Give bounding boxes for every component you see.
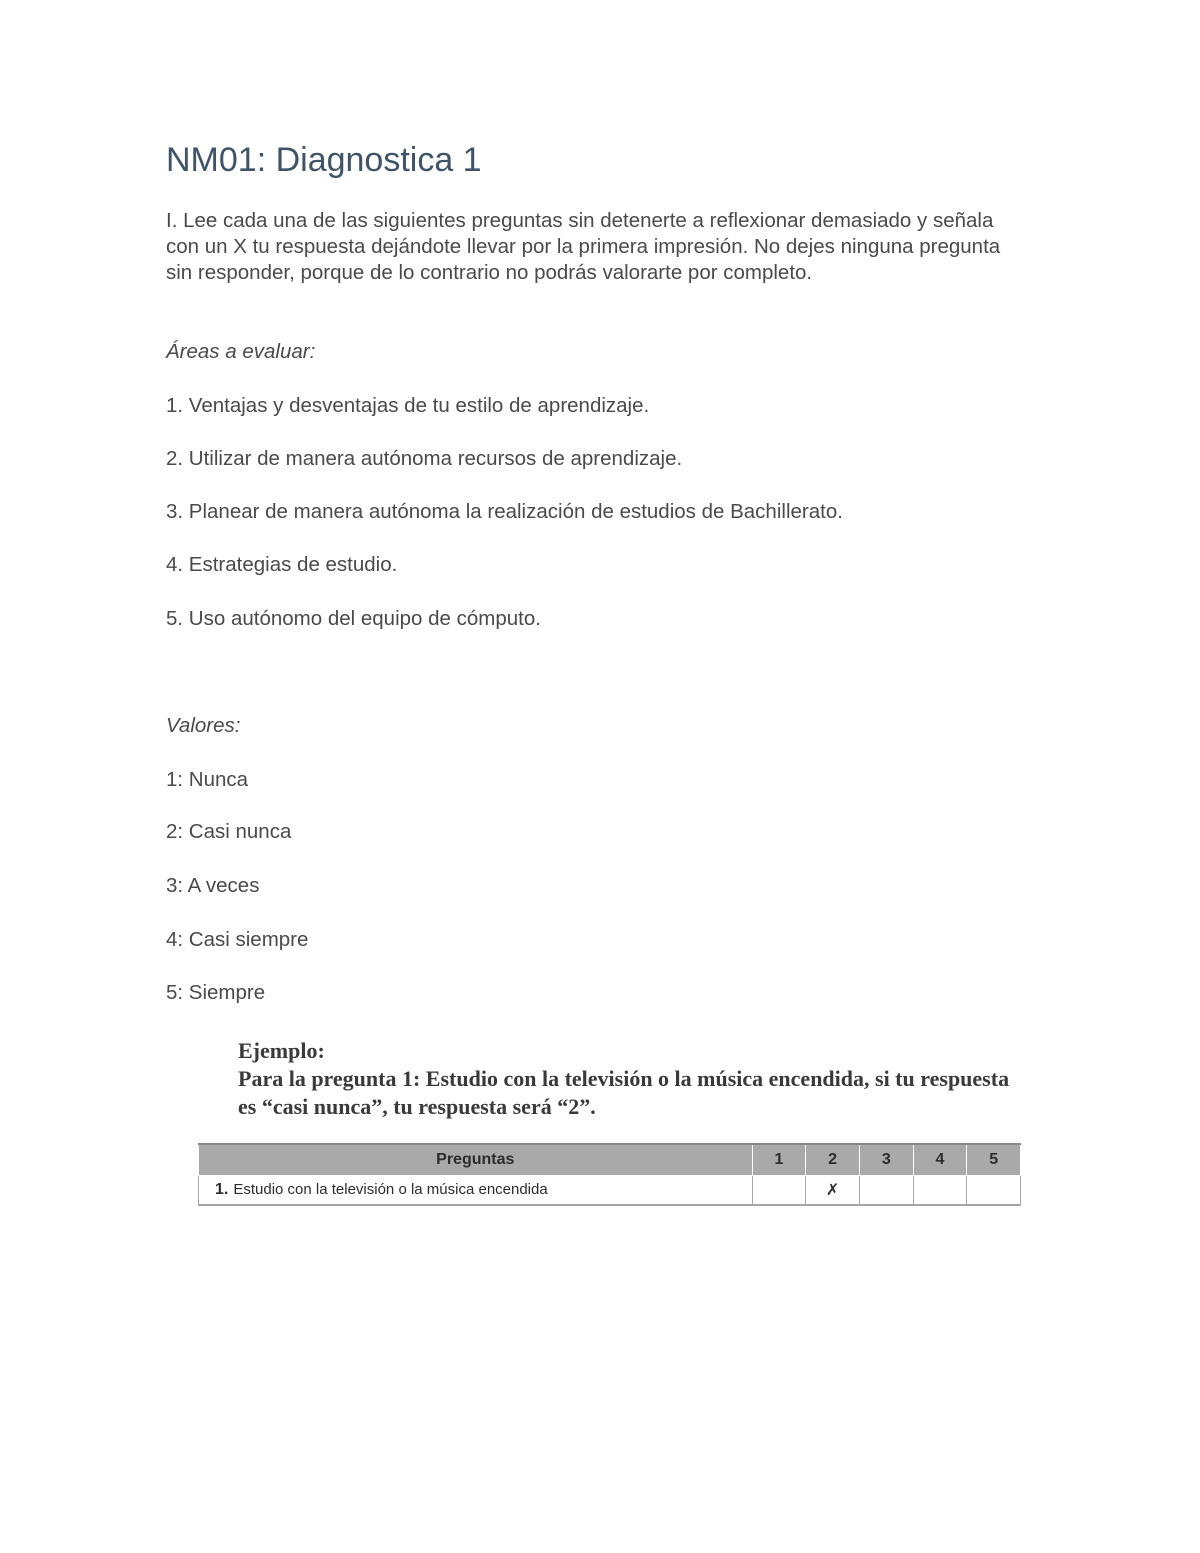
area-item: 3. Planear de manera autónoma la realización de estudios de Bachillerato. <box>166 500 843 523</box>
area-item: 1. Ventajas y desventajas de tu estilo de aprendizaje. <box>166 394 650 417</box>
header-value-4: 4 <box>913 1144 967 1176</box>
question-number: 1. <box>215 1181 229 1198</box>
values-heading: Valores: <box>166 714 241 737</box>
answer-cell-3[interactable] <box>859 1176 913 1206</box>
area-item: 5. Uso autónomo del equipo de cómputo. <box>166 607 541 630</box>
question-text: Estudio con la televisión o la música encendida <box>233 1181 548 1198</box>
header-value-1: 1 <box>752 1144 806 1176</box>
answer-cell-1[interactable] <box>752 1176 806 1206</box>
example-block <box>238 1037 1028 1121</box>
page-title: NM01: Diagnostica 1 <box>166 141 482 179</box>
header-value-3: 3 <box>859 1144 913 1176</box>
question-cell <box>199 1176 753 1206</box>
table-header-row <box>199 1144 1021 1176</box>
value-item: 5: Siempre <box>166 981 266 1004</box>
intro-paragraph: I. Lee cada una de las siguientes preguntas sin detenerte a reflexionar demasiado y señala con un X tu respuesta dejándote llevar por la primera impresión. No dejes ninguna pregunta sin responder, porque de lo contrario no podrás valorarte por completo. <box>166 209 1001 284</box>
value-item: 3: A veces <box>166 874 260 897</box>
answer-cell-4[interactable] <box>913 1176 967 1206</box>
answer-cell-5[interactable] <box>967 1176 1021 1206</box>
header-value-2: 2 <box>806 1144 860 1176</box>
example-title: Ejemplo: <box>238 1038 325 1063</box>
answer-cell-2[interactable] <box>806 1176 860 1206</box>
example-table <box>198 1143 1021 1206</box>
header-preguntas: Preguntas <box>199 1144 753 1176</box>
value-item: 4: Casi siempre <box>166 928 309 951</box>
areas-heading: Áreas a evaluar: <box>166 340 316 363</box>
example-text: Para la pregunta 1: Estudio con la televisión o la música encendida, si tu respuesta es “casi nunca”, tu respuesta será “2”. <box>238 1066 1010 1119</box>
value-item: 1: Nunca <box>166 768 249 791</box>
header-value-5: 5 <box>967 1144 1021 1176</box>
area-item: 4. Estrategias de estudio. <box>166 553 398 576</box>
area-item: 2. Utilizar de manera autónoma recursos de aprendizaje. <box>166 447 683 470</box>
x-mark-icon: ✗ <box>825 1182 840 1199</box>
table-row <box>199 1176 1021 1206</box>
value-item: 2: Casi nunca <box>166 820 292 843</box>
